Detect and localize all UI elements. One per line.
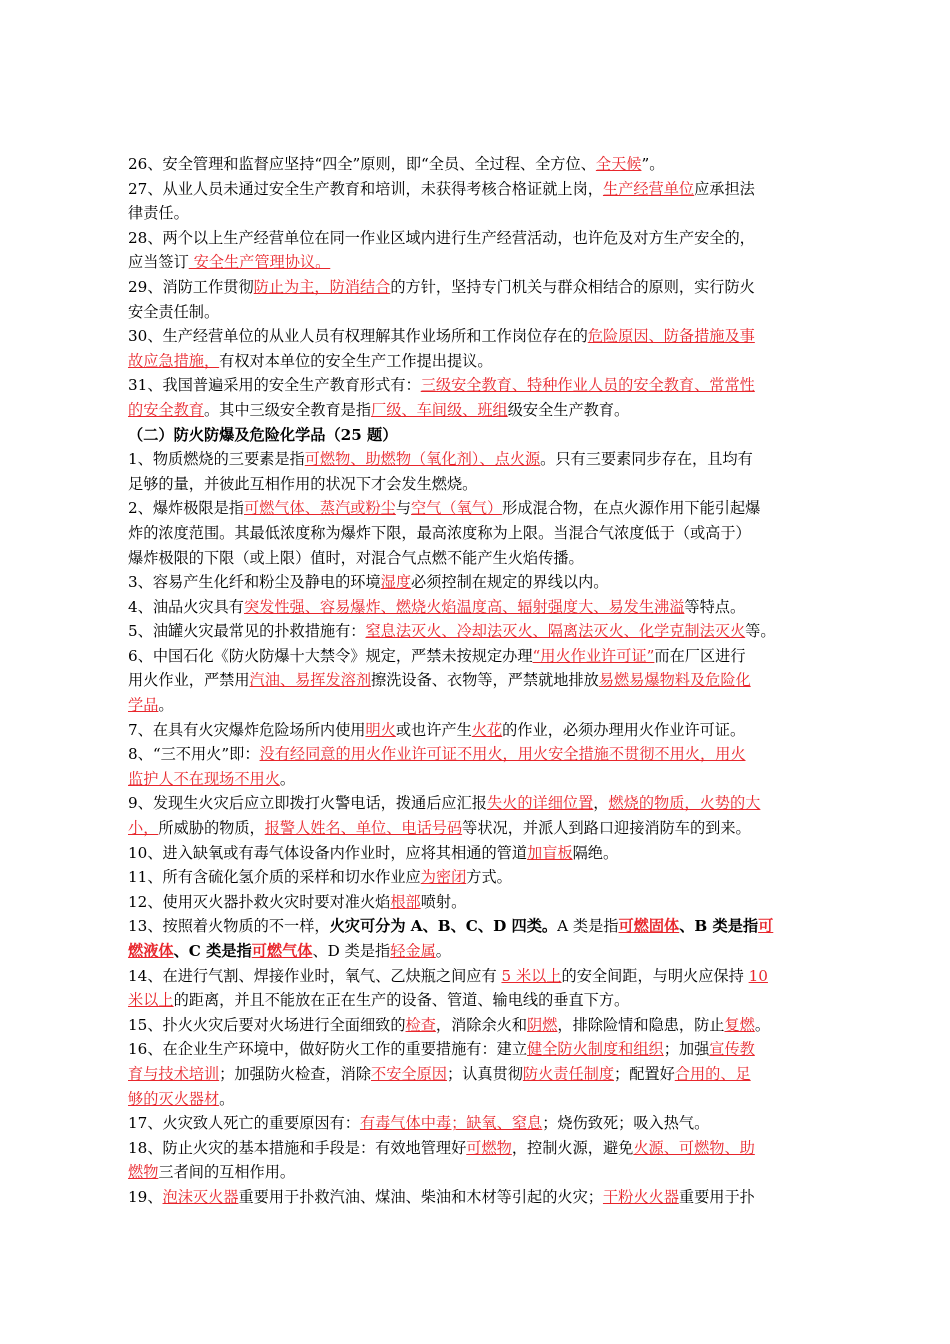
line-text: 30、生产经营单位的从业人员有权理解其作业场所和工作岗位存在的 <box>128 327 588 346</box>
answer-text: 健全防火制度和组织 <box>527 1040 664 1059</box>
text-line <box>128 472 828 497</box>
line-text: ；配置好 <box>614 1064 675 1083</box>
line-text: 19、 <box>128 1187 163 1206</box>
answer-text: 监护人不在现场不用火 <box>128 769 280 788</box>
text-line <box>128 349 828 374</box>
line-text: ，排除险情和隐患，防止 <box>557 1015 725 1034</box>
text-line <box>128 767 828 792</box>
text-line <box>128 546 828 571</box>
line-text: 隔绝。 <box>572 843 619 862</box>
line-text: 的距离，并且不能放在正在生产的设备、管道、输电线的垂直下方。 <box>173 991 630 1010</box>
text-line <box>128 964 828 989</box>
text-line <box>128 1160 828 1185</box>
answer-text: 火花 <box>471 720 503 739</box>
line-text: 、D 类是指 <box>312 942 391 960</box>
text-line <box>128 324 828 349</box>
line-text: 12、使用灭火器扑救火灾时要对准火焰 <box>128 892 391 911</box>
text-line <box>128 1111 828 1136</box>
answer-text: 小， <box>128 819 159 838</box>
text-line <box>128 865 828 890</box>
line-text: 8、“三不用火”即： <box>128 745 260 764</box>
line-text: 11、所有含硫化氢介质的采样和切水作业应 <box>128 868 421 887</box>
answer-text: 窒息法灭火、冷却法灭火、隔离法灭火、化学克制法灭火 <box>365 622 746 641</box>
line-text: 重要用于扑 <box>678 1187 755 1206</box>
line-text: 14、在进行气割、焊接作业时，氧气、乙炔瓶之间应有 <box>128 966 502 985</box>
answer-text: 检查 <box>405 1015 436 1034</box>
text-line <box>128 791 828 816</box>
answer-text: 汽油、易挥发溶剂 <box>249 671 371 690</box>
text-line <box>128 496 828 521</box>
answer-text: 加盲板 <box>527 843 573 862</box>
text-line <box>128 742 828 767</box>
answer-text: 可燃物、助燃物（氧化剂）、点火源 <box>304 450 541 469</box>
line-text: 等状况，并派人到路口迎接消防车的到来。 <box>462 819 751 838</box>
answer-text: 燃物 <box>128 1163 159 1182</box>
line-text: 26、安全管理和监督应坚持“四全”原则，即“全员、全过程、全方位、 <box>128 155 596 173</box>
text-line <box>128 1013 828 1038</box>
line-text: 7、在具有火灾爆炸危险场所内使用 <box>128 720 366 739</box>
line-text: 。 <box>219 1089 235 1108</box>
answer-text: 根部 <box>390 892 421 911</box>
line-text: 17、火灾致人死亡的重要原因有： <box>128 1114 360 1133</box>
answer-text: 全天候 <box>595 155 642 173</box>
answer-text: 可燃物 <box>466 1138 512 1157</box>
line-text: 4、油品火灾具有 <box>128 597 244 616</box>
line-text: 3、容易产生化纤和粉尘及静电的环境 <box>128 573 381 592</box>
line-text: 的方针，坚持专门机关与群众相结合的原则，实行防火 <box>390 277 755 296</box>
line-text: 13、按照着火物质的不一样， <box>128 917 330 936</box>
answer-text: 可燃固体 <box>618 917 680 936</box>
text-line <box>128 988 828 1013</box>
line-text: 三者间的互相作用。 <box>158 1163 296 1182</box>
line-text: ；烧伤致死；吸入热气。 <box>542 1114 710 1133</box>
text-line <box>128 619 828 644</box>
text-line <box>128 201 828 226</box>
text-line <box>128 841 828 866</box>
line-text: 5、油罐火灾最常见的扑救措施有： <box>128 622 366 641</box>
answer-text: 有毒气体中毒；缺氧、窒息 <box>359 1114 543 1133</box>
line-text: 所威胁的物质， <box>158 819 265 838</box>
answer-text: 干粉火火器 <box>602 1187 679 1206</box>
line-text: 用火作业，严禁用 <box>128 671 250 690</box>
line-text: 16、在企业生产环境中，做好防火工作的重要措施有：建立 <box>128 1040 528 1059</box>
text-line <box>128 693 828 718</box>
line-text: 律责任。 <box>128 204 189 223</box>
text-line <box>128 226 828 251</box>
line-text: 6、中国石化《防火防爆十大禁令》规定，严禁未按规定办理 <box>128 646 533 665</box>
answer-text: 不安全原因 <box>371 1064 447 1083</box>
line-text: 2、爆炸极限是指 <box>128 499 244 518</box>
line-text: 或也许产生 <box>395 720 472 739</box>
line-text: 9、发现生火灾后应立即拨打火警电话，拨通后应汇报 <box>128 794 487 813</box>
answer-text: 危险原因、防备措施及事 <box>587 327 755 346</box>
answer-text: 明火 <box>365 720 396 739</box>
answer-text: 燃烧的物质，火势的大 <box>608 794 761 813</box>
answer-text: 突发性强、容易爆炸、燃烧火焰温度高、辐射强度大、易发生沸溢 <box>243 597 685 616</box>
line-text: 等。 <box>745 622 776 641</box>
line-text: ，消除余火和 <box>435 1015 528 1034</box>
answer-text: 米以上 <box>128 991 174 1010</box>
text-line <box>128 890 828 915</box>
answer-text: 育与技术培训 <box>128 1064 220 1083</box>
answer-text: 防火责任制度 <box>522 1064 614 1083</box>
answer-text: 故应急措施， <box>128 351 220 370</box>
answer-text: 防止为主，防消结合 <box>253 277 391 296</box>
answer-text: 泡沫灭火器 <box>162 1187 239 1206</box>
answer-text: 空气（氧气） <box>411 499 503 518</box>
text-line <box>128 718 828 743</box>
line-text: 18、防止火灾的基本措施和手段是：有效地管理好 <box>128 1138 467 1157</box>
text-line <box>128 644 828 669</box>
line-text: 、C 类是指 <box>173 942 252 960</box>
answer-text: 可燃气体 <box>251 942 313 960</box>
answer-text: 失火的详细位置 <box>486 794 594 813</box>
answer-text: 厂级、车间级、班组 <box>371 400 508 419</box>
line-text: 。 <box>754 1015 771 1034</box>
line-text: ，控制火源，避免 <box>511 1138 634 1157</box>
text-line <box>128 398 828 423</box>
line-text: ”。 <box>641 155 665 173</box>
answer-text: 没有经同意的用火作业许可证不用火，用火安全措施不贯彻不用火，用火 <box>259 745 746 764</box>
line-text: 形成混合物，在点火源作用下能引起爆 <box>502 499 761 518</box>
line-text: ， <box>593 794 609 813</box>
text-line <box>128 177 828 202</box>
text-line <box>128 373 828 398</box>
line-text: 与 <box>395 499 412 518</box>
text-line <box>128 1087 828 1112</box>
text-line <box>128 250 828 275</box>
text-line <box>128 275 828 300</box>
line-text: 的作业，必须办理用火作业许可证。 <box>502 720 746 739</box>
answer-text: 报警人姓名、单位、电话号码 <box>264 819 463 838</box>
line-text: 应承担法 <box>694 179 755 198</box>
line-text: （二）防火防爆及危险化学品（25 题） <box>128 425 398 444</box>
line-text: 应当签订 <box>128 253 189 272</box>
text-line <box>128 595 828 620</box>
answer-text: 易燃易爆物料及危险化 <box>598 671 751 690</box>
line-text: 1、物质燃烧的三要素是指 <box>128 450 305 469</box>
line-text: 级安全生产教育。 <box>507 400 630 419</box>
answer-text: 可 <box>758 917 774 936</box>
line-text: 。只有三要素同步存在，且均有 <box>540 450 753 469</box>
text-line <box>128 1136 828 1161</box>
answer-text: 宣传教 <box>709 1040 755 1059</box>
line-text: 而在厂区进行 <box>654 646 746 665</box>
text-line <box>128 300 828 325</box>
text-line <box>128 521 828 546</box>
text-line <box>128 914 828 939</box>
answer-text: “用火作业许可证” <box>532 646 655 665</box>
text-line <box>128 1062 828 1087</box>
line-text: 。 <box>279 769 296 788</box>
line-text: 10、进入缺氧或有毒气体设备内作业时，应将其相通的管道 <box>128 843 528 862</box>
line-text: 。 <box>435 942 451 960</box>
line-text: 15、扑火火灾后要对火场进行全面细致的 <box>128 1015 406 1034</box>
line-text: 31、我国普遍采用的安全生产教育形式有： <box>128 376 421 395</box>
answer-text: 湿度 <box>380 573 412 592</box>
line-text: 安全责任制。 <box>128 302 220 321</box>
text-line <box>128 1037 828 1062</box>
line-text: 必须控制在规定的界线以内。 <box>411 573 609 592</box>
text-line <box>128 570 828 595</box>
line-text: A 类是指 <box>557 917 619 936</box>
answer-text: 学品 <box>128 696 159 715</box>
line-text: 、B 类是指 <box>679 917 759 936</box>
answer-text: 复燃 <box>724 1015 755 1034</box>
answer-text: 合用的、足 <box>674 1064 751 1083</box>
line-text: 爆炸极限的下限（或上限）值时，对混合气点燃不能产生火焰传播。 <box>128 548 584 567</box>
line-text: 28、两个以上生产经营单位在同一作业区域内进行生产经营活动，也许危及对方生产安全的， <box>128 228 755 247</box>
text-line <box>128 1185 828 1210</box>
answer-text: 5 米以上 <box>501 966 562 985</box>
line-text: 擦洗设备、衣物等，严禁就地排放 <box>371 671 599 690</box>
line-text: ；加强 <box>663 1040 710 1059</box>
answer-text: 生产经营单位 <box>602 179 695 198</box>
document-page <box>128 152 828 1210</box>
answer-text: 火源、可燃物、助 <box>633 1138 755 1157</box>
answer-text: 10 <box>748 966 768 985</box>
answer-text: 安全生产管理协议。 <box>188 253 331 272</box>
text-line <box>128 152 828 177</box>
line-text: 炸的浓度范围。其最低浓度称为爆炸下限，最高浓度称为上限。当混合气浓度低于（或高于） <box>128 523 751 542</box>
line-text: 有权对本单位的安全生产工作提出提议。 <box>219 351 493 370</box>
line-text: 喷射。 <box>420 892 467 911</box>
answer-text: 为密闭 <box>420 868 467 887</box>
answer-text: 够的灭火器材 <box>128 1089 220 1108</box>
line-text: 29、消防工作贯彻 <box>128 277 254 296</box>
text-line <box>128 939 828 964</box>
line-text: 重要用于扑救汽油、煤油、柴油和木材等引起的火灾； <box>238 1187 603 1206</box>
line-text: 。其中三级安全教育是指 <box>203 400 371 419</box>
line-text: ；加强防火检查，消除 <box>219 1064 371 1083</box>
line-text: 的安全间距，与明火应保持 <box>561 966 749 985</box>
text-line <box>128 447 828 472</box>
line-text: 方式。 <box>466 868 512 887</box>
line-text: 。 <box>158 696 174 715</box>
line-text: 27、从业人员未通过安全生产教育和培训，未获得考核合格证就上岗， <box>128 179 603 198</box>
line-text: 等特点。 <box>684 597 746 616</box>
answer-text: 三级安全教育、特种作业人员的安全教育、常常性 <box>420 376 755 395</box>
answer-text: 阴燃 <box>527 1015 558 1034</box>
answer-text: 的安全教育 <box>128 400 204 419</box>
answer-text: 轻金属 <box>390 942 436 960</box>
answer-text: 燃液体 <box>128 942 174 960</box>
line-text: 火灾可分为 A、B、C、D 四类。 <box>329 917 558 936</box>
text-line <box>128 816 828 841</box>
text-line <box>128 423 828 448</box>
line-text: ；认真贯彻 <box>446 1064 523 1083</box>
answer-text: 可燃气体、蒸汽或粉尘 <box>243 499 396 518</box>
text-line <box>128 668 828 693</box>
line-text: 足够的量，并彼此互相作用的状况下才会发生燃烧。 <box>128 474 478 493</box>
